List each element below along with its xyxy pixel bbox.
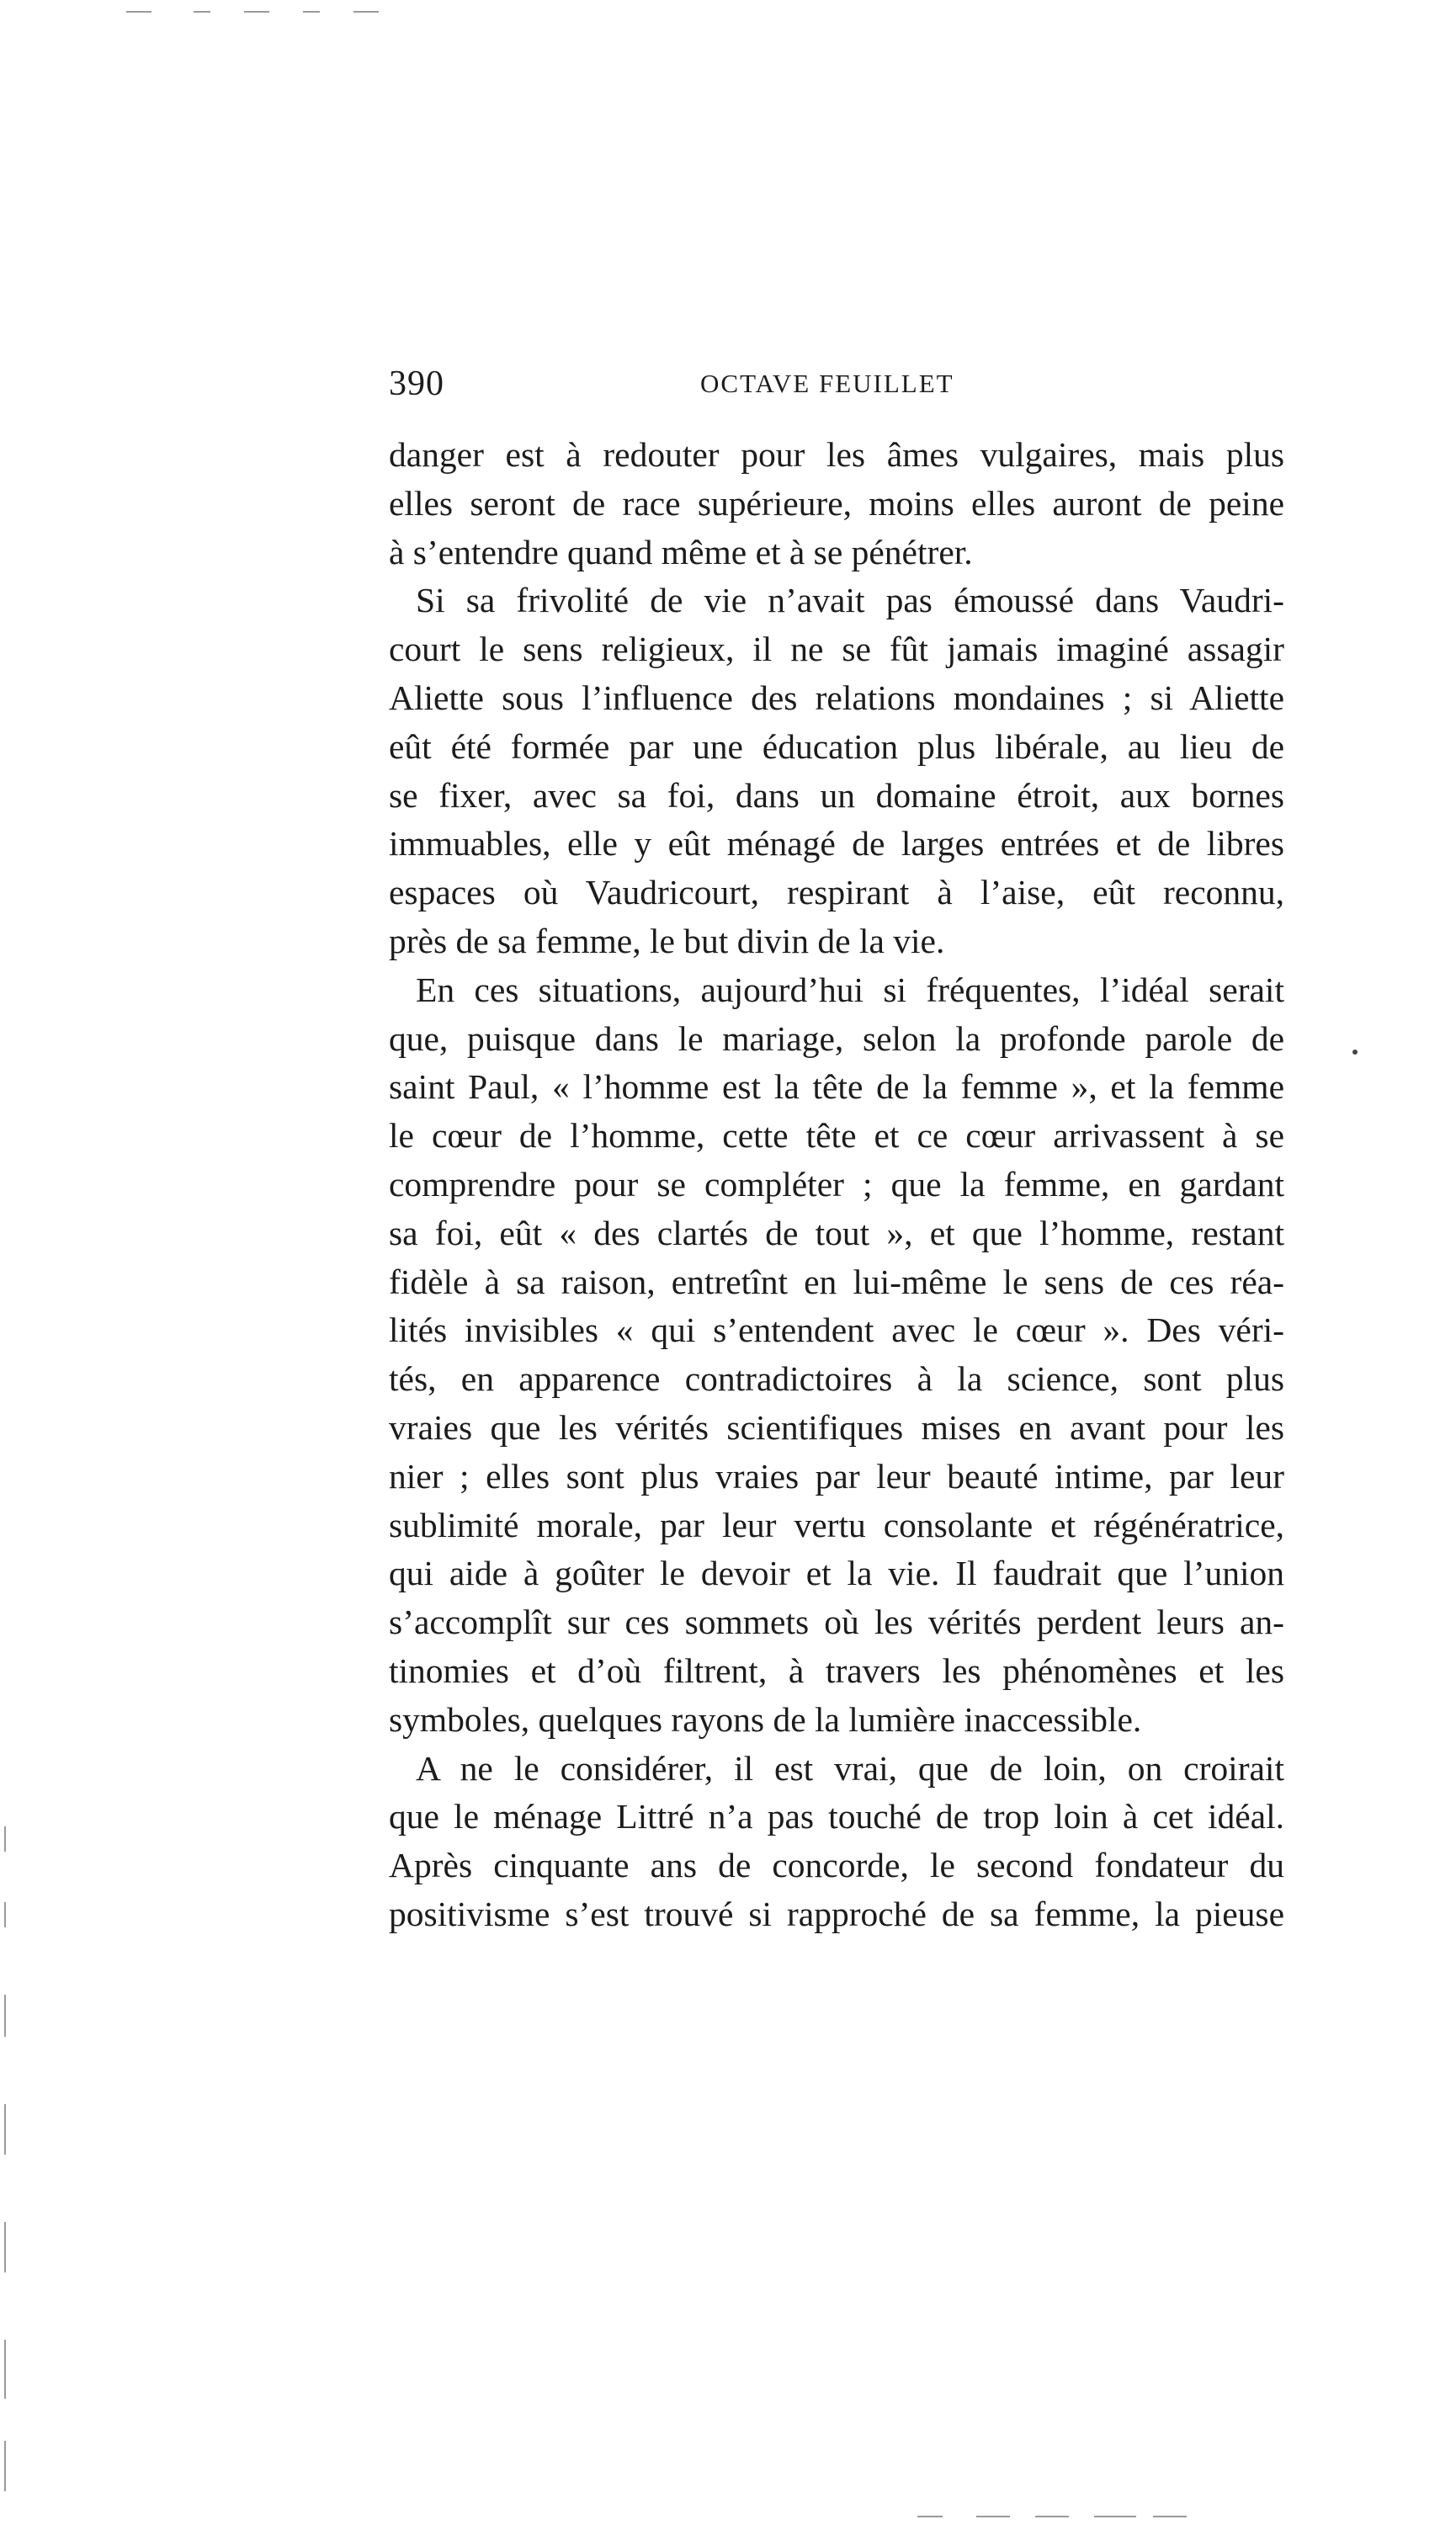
text-line: fidèle à sa raison, entretînt en lui-même le sens de ces réa- <box>389 1262 1284 1301</box>
text-line: Aliette sous l’influence des relations mondaines ; si Aliette <box>389 678 1284 717</box>
text-line: nier ; elles sont plus vraies par leur beauté intime, par leur <box>389 1456 1284 1496</box>
text-line: s’accomplît sur ces sommets où les vérités perdent leurs an- <box>389 1603 1284 1642</box>
running-title: OCTAVE FEUILLET <box>700 369 954 398</box>
text-line: lités invisibles « qui s’entendent avec le cœur ». Des véri- <box>389 1310 1284 1350</box>
paragraph-2 <box>389 577 1284 965</box>
text-line: que le ménage Littré n’a pas touché de trop loin à cet idéal. <box>389 1797 1284 1836</box>
text-line: Après cinquante ans de concorde, le second fondateur du <box>389 1846 1284 1885</box>
text-line: qui aide à goûter le devoir et la vie. Il faudrait que l’union <box>389 1554 1284 1593</box>
text-line: espaces où Vaudricourt, respirant à l’aise, eût reconnu, <box>389 873 1284 912</box>
text-line: à s’entendre quand même et à se pénétrer. <box>389 532 973 571</box>
text-line: se fixer, avec sa foi, dans un domaine étroit, aux bornes <box>389 775 1284 815</box>
text-line: immuables, elle y eût ménagé de larges entrées et de libres <box>389 824 1284 864</box>
body-text <box>389 431 1284 1939</box>
paragraph-4 <box>389 1745 1284 1939</box>
text-line: vraies que les vérités scientifiques mises en avant pour les <box>389 1407 1284 1447</box>
text-line: En ces situations, aujourd’hui si fréquentes, l’idéal serait <box>416 970 1284 1009</box>
paragraph-3 <box>389 966 1284 1745</box>
text-line: positivisme s’est trouvé si rapproché de sa femme, la pieuse <box>389 1894 1284 1933</box>
text-line: danger est à redouter pour les âmes vulgaires, mais plus <box>389 435 1284 474</box>
text-line: près de sa femme, le but divin de la vie. <box>389 921 945 960</box>
text-line: sublimité morale, par leur vertu consolante et régénératrice, <box>389 1505 1284 1544</box>
text-line: court le sens religieux, il ne se fût jamais imaginé assagir <box>389 630 1284 669</box>
text-line: tés, en apparence contradictoires à la science, sont plus <box>389 1359 1284 1399</box>
text-line: comprendre pour se compléter ; que la femme, en gardant <box>389 1164 1284 1204</box>
text-line: que, puisque dans le mariage, selon la profonde parole de <box>389 1018 1284 1058</box>
paragraph-1 <box>389 431 1284 577</box>
text-line: symboles, quelques rayons de la lumière inaccessible. <box>389 1699 1142 1739</box>
text-line: Si sa frivolité de vie n’avait pas émoussé dans Vaudri- <box>416 581 1284 620</box>
text-line: saint Paul, « l’homme est la tête de la femme », et la femme <box>389 1067 1284 1107</box>
text-line: le cœur de l’homme, cette tête et ce cœur arrivassent à se <box>389 1116 1284 1156</box>
text-line: tinomies et d’où filtrent, à travers les phénomènes et les <box>389 1650 1284 1690</box>
text-line: eût été formée par une éducation plus libérale, au lieu de <box>389 726 1284 766</box>
text-line: sa foi, eût « des clartés de tout », et que l’homme, restant <box>389 1213 1284 1252</box>
text-line: A ne le considérer, il est vrai, que de loin, on croirait <box>416 1748 1284 1788</box>
page-header <box>389 364 1284 414</box>
page-number: 390 <box>389 364 444 403</box>
text-line: elles seront de race supérieure, moins elles auront de peine <box>389 483 1284 523</box>
